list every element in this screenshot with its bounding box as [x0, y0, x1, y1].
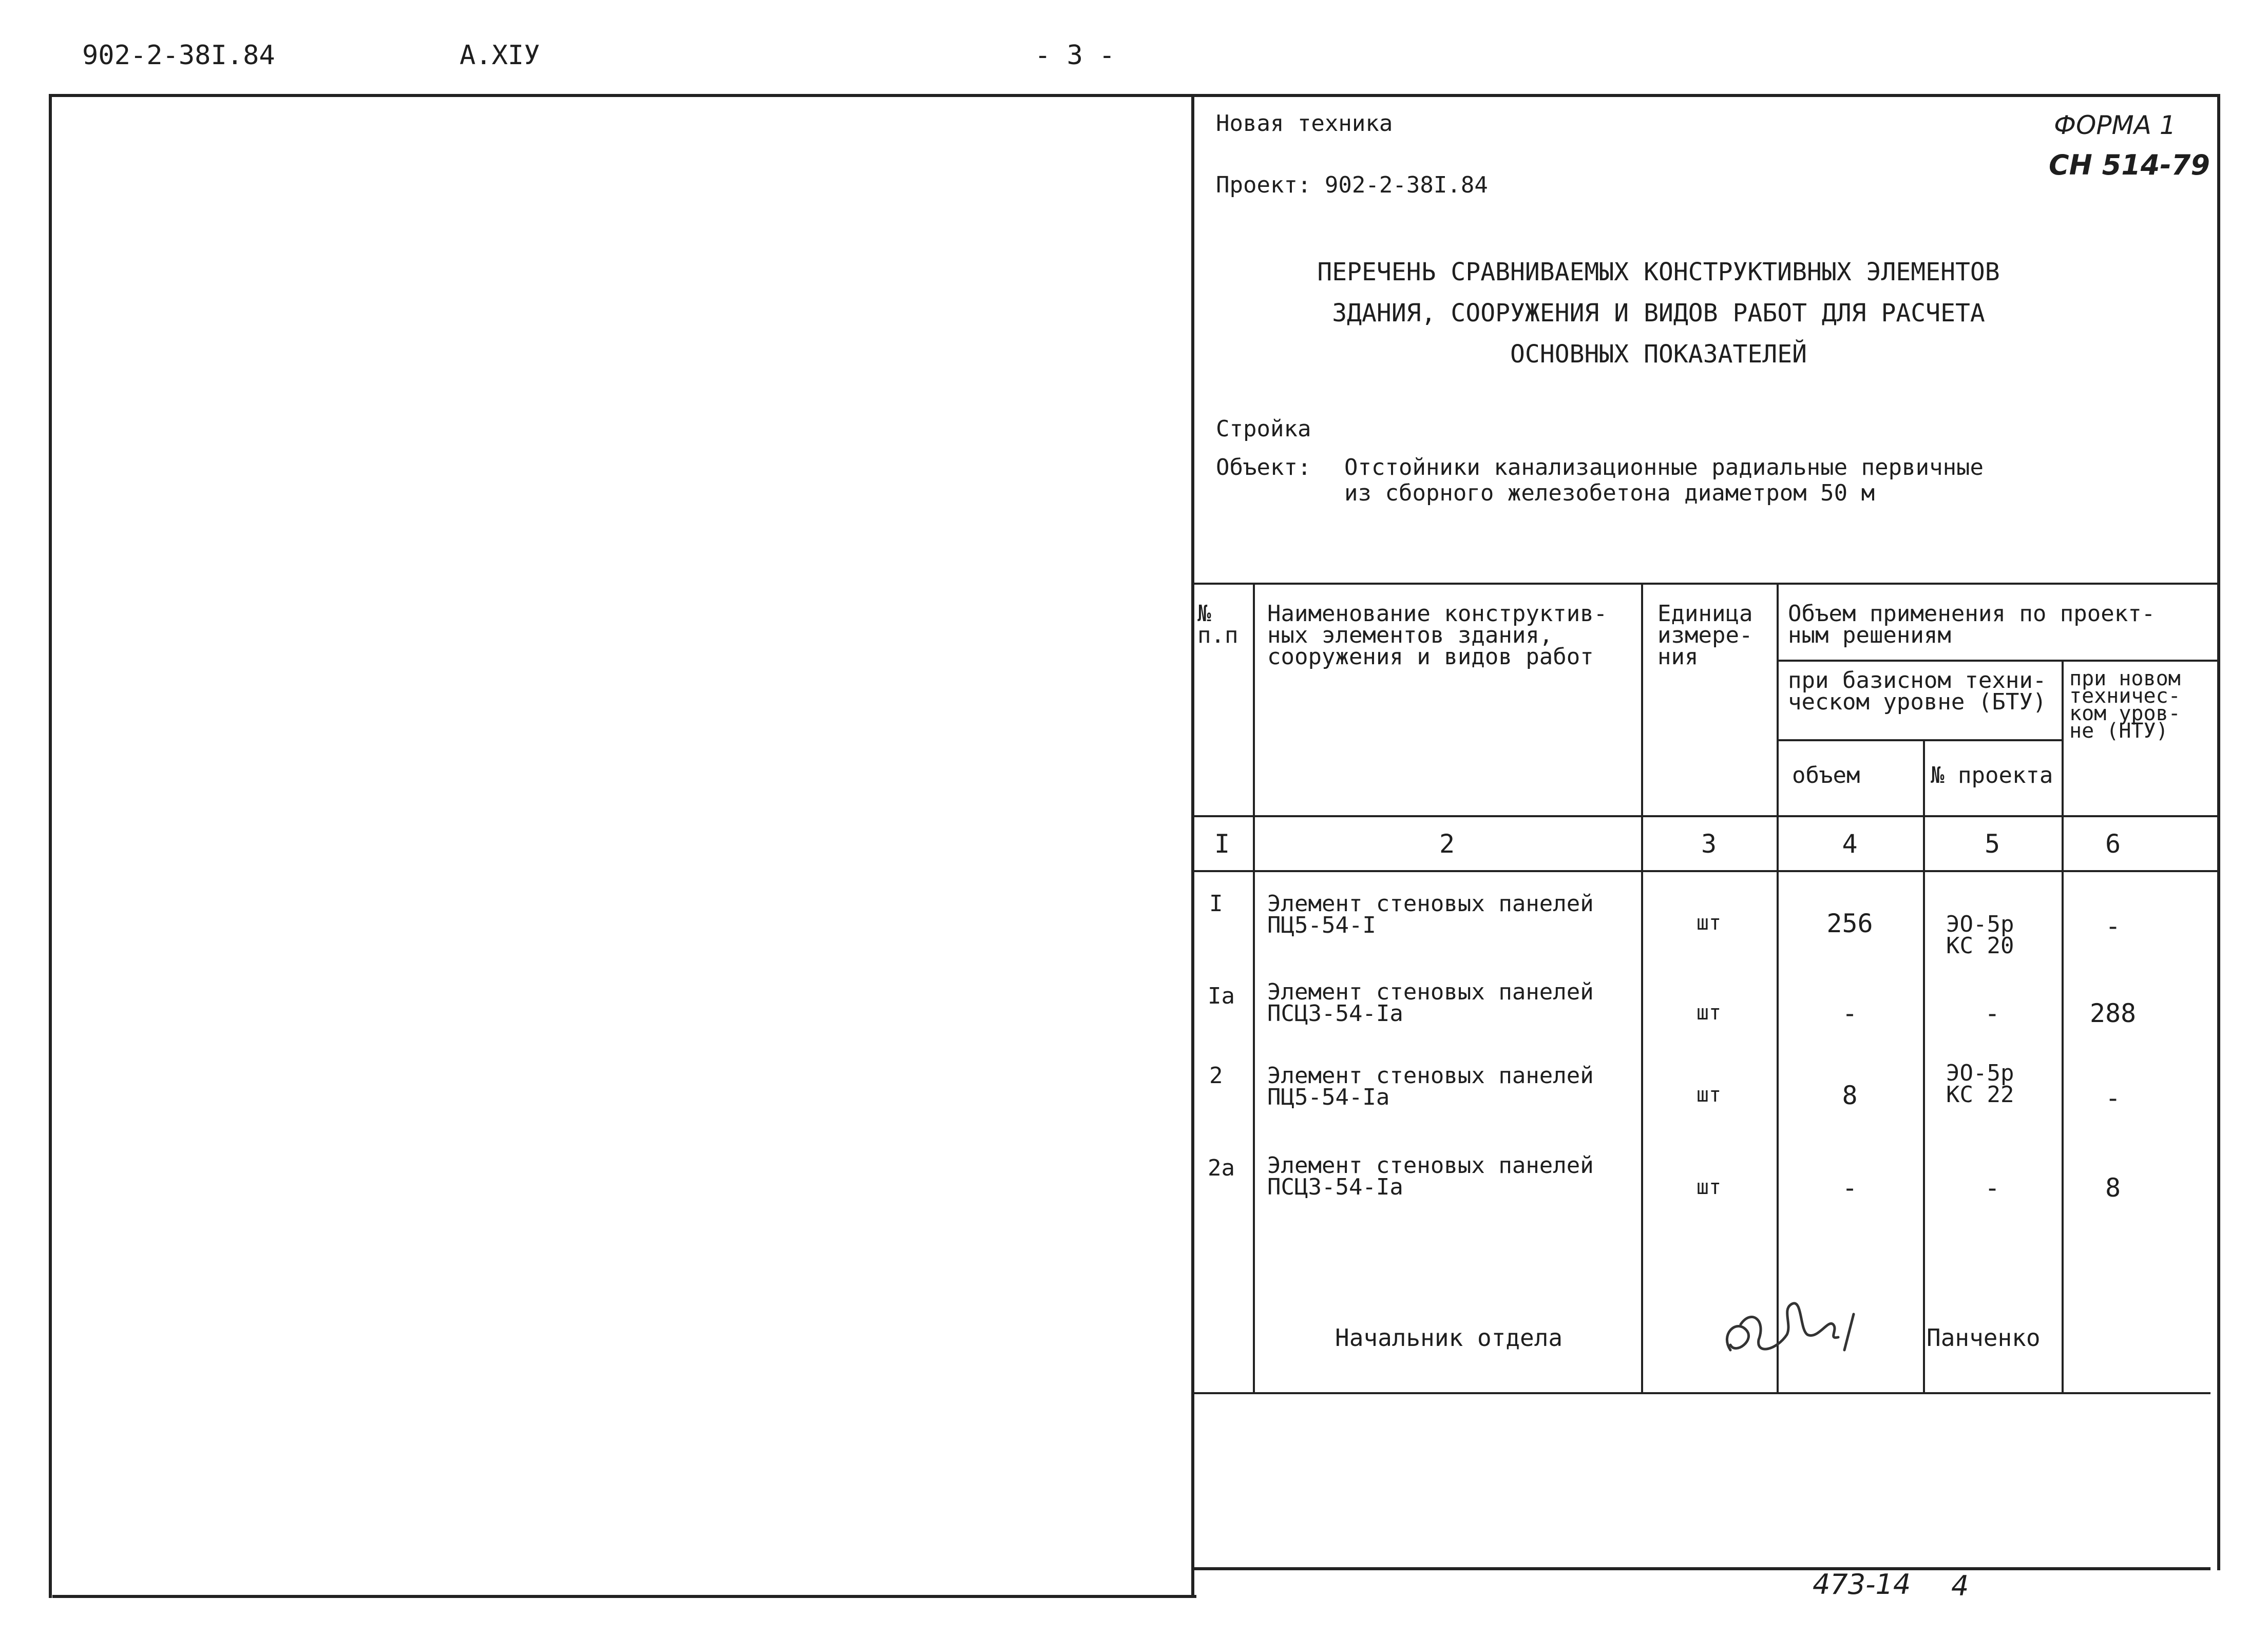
table-row-ntu: 288 [2089, 998, 2137, 1028]
table-row-name: Элемент стеновых панелей ПСЦ3-54-Iа [1267, 1152, 1594, 1200]
handwritten-page: 4 [1951, 1570, 1969, 1602]
table-top-border [1191, 583, 2217, 585]
table-row-name: Элемент стеновых панелей ПЦ5-54-Iа [1267, 1063, 1594, 1110]
header-btu: при базисном техни- ческом уровне (БТУ) [1788, 667, 2047, 715]
signature-image [1710, 1288, 1884, 1371]
column-number: 4 [1842, 829, 1858, 859]
table-row-number: I [1209, 891, 1223, 917]
object-line: из сборного железобетона диаметром 50 м [1344, 480, 1875, 506]
subheader-project-number: № проекта [1931, 762, 2053, 788]
page-number: - 3 - [1035, 40, 1115, 71]
title-line: ОСНОВНЫХ ПОКАЗАТЕЛЕЙ [1510, 340, 1807, 369]
subheader-volume: объем [1792, 762, 1860, 788]
header-ntu: при новом техничес- ком уров- не (НТУ) [2069, 667, 2181, 743]
column-number: 5 [1984, 829, 2000, 859]
album-number: A.XIУ [460, 40, 540, 71]
table-row-number: 2 [1209, 1063, 1223, 1089]
table-row-project: ЭО-5р КС 22 [1946, 1060, 2014, 1108]
col-divider-1 [1253, 583, 1255, 1394]
doc-code: 902-2-38I.84 [82, 40, 275, 71]
table-row-volume: 8 [1842, 1081, 1858, 1110]
table-row-unit: шт [1696, 1083, 1722, 1107]
new-technology-label: Новая техника [1216, 110, 1393, 137]
col-divider-2 [1641, 583, 1643, 1394]
group-header-divider [1777, 660, 2217, 662]
object-line: Отстойники канализационные радиальные первичные [1344, 454, 1984, 480]
table-row-unit: шт [1696, 1176, 1722, 1199]
table-row-number: 2а [1208, 1155, 1235, 1181]
table-row-ntu: 8 [2105, 1173, 2121, 1203]
btu-subheader-divider [1777, 739, 2062, 741]
frame-bottom [52, 1595, 1196, 1598]
table-row-project: - [1984, 1173, 2000, 1203]
table-row-ntu: - [2105, 1083, 2121, 1113]
object-label: Объект: [1216, 454, 1311, 480]
frame-right [2217, 94, 2220, 1570]
table-row-name: Элемент стеновых панелей ПЦ5-54-I [1267, 891, 1594, 938]
frame-left [49, 94, 52, 1598]
header-element-name: Наименование конструктив- ных элементов здания, сооружения и видов работ [1267, 601, 1608, 670]
table-row-volume: - [1842, 998, 1858, 1028]
document-title [1284, 252, 2033, 375]
table-row-unit: шт [1696, 1001, 1722, 1025]
title-line: ЗДАНИЯ, СООРУЖЕНИЯ И ВИДОВ РАБОТ ДЛЯ РАСЧЕТА [1332, 299, 1985, 328]
frame-bottom-right [1191, 1567, 2210, 1570]
form-stamp-line2: СН 514-79 [2049, 149, 2210, 181]
header-volume-group: Объем применения по проект- ным решениям [1788, 601, 2156, 648]
col-divider-3 [1777, 583, 1779, 1394]
form-stamp-line1: ФОРМА 1 [2054, 110, 2176, 140]
header-unit: Единица измере- ния [1657, 601, 1753, 670]
signoff-name: Панченко [1927, 1324, 2041, 1352]
table-row-unit: шт [1696, 911, 1722, 935]
column-number: I [1214, 829, 1230, 859]
table-row-number: Iа [1208, 983, 1235, 1009]
table-row-project: ЭО-5р КС 20 [1946, 911, 2014, 959]
handwritten-code: 473-14 [1813, 1568, 1911, 1601]
table-row-volume: 256 [1826, 909, 1873, 938]
column-number: 3 [1701, 829, 1717, 859]
header-number: № п.п [1197, 601, 1238, 648]
table-row-name: Элемент стеновых панелей ПСЦ3-54-Iа [1267, 979, 1594, 1027]
table-bottom-border [1191, 1392, 2210, 1394]
title-line: ПЕРЕЧЕНЬ СРАВНИВАЕМЫХ КОНСТРУКТИВНЫХ ЭЛЕМЕНТОВ [1317, 258, 2000, 286]
table-row-ntu: - [2105, 911, 2121, 941]
project-label: Проект: 902-2-38I.84 [1216, 172, 1488, 198]
column-number: 6 [2105, 829, 2121, 859]
signoff-position: Начальник отдела [1335, 1324, 1563, 1352]
table-row-volume: - [1842, 1173, 1858, 1203]
construction-label: Стройка [1216, 416, 1311, 442]
frame-top [49, 94, 2218, 97]
table-row-project: - [1984, 998, 2000, 1028]
column-number: 2 [1439, 829, 1455, 859]
